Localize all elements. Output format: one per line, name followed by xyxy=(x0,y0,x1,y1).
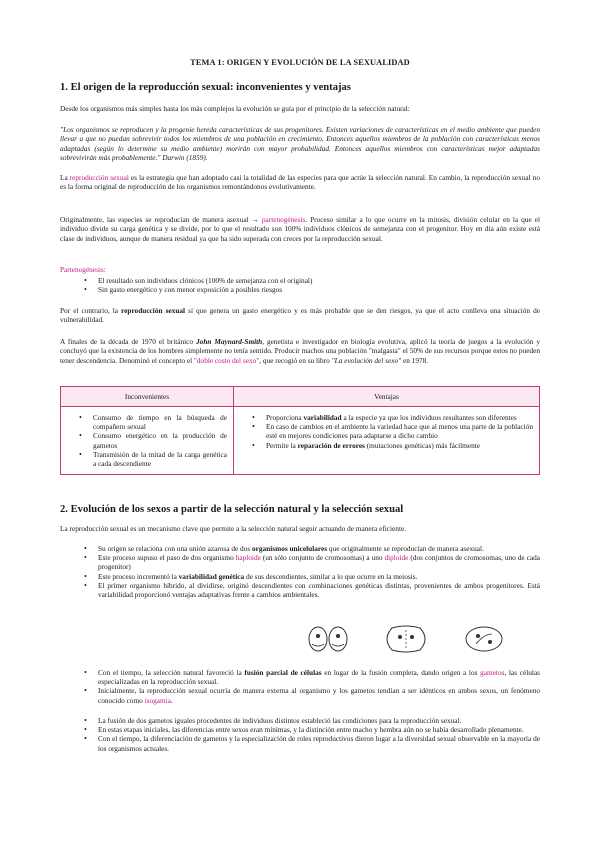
text: Este proceso incrementó la xyxy=(98,571,179,581)
list-item xyxy=(60,668,540,686)
term-variabilidad-genetica: variabilidad genética xyxy=(178,571,245,581)
ventajas-list xyxy=(234,413,533,450)
text: . Proceso similar a lo que ocurre en la mitosis, división celular en la que el individuo divide su carga genética y se divide, por lo que el resultado son 100% individuos clónicos de semejanza con el progenitor. Hoy en día aún existe está clase de individuos, aunque de manera residual ya que ha sido superada con creces por la reproducción sexual. xyxy=(60,215,540,243)
term-haploide: haploide xyxy=(235,553,261,563)
list-item: • El primer organismo híbrido, al dividirse, originó descendientes con combinaciones genéticas distintas, provenientes de ambos progenitores. Está variabilidad proporcionó ventajas adaptativas frente a cambios ambientales. xyxy=(60,581,540,599)
list-item xyxy=(234,413,533,422)
inconvenientes-cell xyxy=(61,407,234,475)
section-2-intro: La reproducción sexual es un mecanismo clave que permite a la selección natural seguir actuando de manera eficiente. xyxy=(60,524,407,533)
section-2-list-b xyxy=(60,668,540,705)
section-1-heading: 1. El origen de la reproducción sexual: inconvenientes y ventajas xyxy=(60,82,351,93)
paragraph-riesgos xyxy=(60,306,540,325)
term-gametos: gametos xyxy=(480,668,505,677)
text: Su origen se relaciona con una unión azarosa de dos xyxy=(98,544,252,553)
term-isogamia: isogamia xyxy=(144,695,171,705)
cell-figures xyxy=(300,624,512,654)
pros-cons-table xyxy=(60,386,540,475)
text: a la especie ya que los individuos resultantes son diferentes xyxy=(341,413,517,422)
section-2-list-a xyxy=(60,544,540,599)
term-reproduccion-sexual-bold: reproducción sexual xyxy=(121,306,186,315)
text: sí que genera un gasto energético y es más probable que se den riesgos, ya que el acto conlleva una situación de vulnerabilidad. xyxy=(60,306,540,325)
text: (mutaciones genéticas) más fácilmente xyxy=(364,440,480,450)
list-item xyxy=(60,572,540,581)
darwin-quote: "Los organismos se reproducen y la progenie hereda características de sus progenitores. Existen variaciones de características en el medio ambiente que pueden llevar a que no puedan sobrevivir todos los miembros de una población en crecimiento. Entonces aquellos miembros de la población con características menos adaptadas (según lo determine su medio ambiente) morirán con mayor probabilidad. Entonces aquellos miembros con características mejor adaptadas sobrevivirán más probablemente." Darwin (1859). xyxy=(60,125,540,163)
section-2-heading: 2. Evolución de los sexos a partir de la selección natural y la selección sexual xyxy=(60,504,404,515)
inconvenientes-list xyxy=(61,413,227,468)
list-item xyxy=(234,441,533,450)
text: , genetista e investigador en biología evolutiva, aplicó la teoría de juegos a la evolución y concluyó que la existencia de los hombres simplemente no tenía sentido. Producir machos una población "malgasta" el 50% de sus recursos porque estos no pueden tener descendencia. Denominó el concepto el xyxy=(60,337,540,365)
section-2-list-c xyxy=(60,716,540,753)
text: Con el tiempo, la selección natural favoreció la xyxy=(98,668,245,677)
list-item: • Con el tiempo, la diferenciación de gametos y la especialización de roles reproductivos dieron lugar a la diversidad sexual observable en la mayoría de los organismos actuales. xyxy=(60,734,540,752)
text: Este proceso supuso el paso de dos organismo xyxy=(98,553,236,563)
section-1-intro: Desde los organismos más simples hasta los más complejos la evolución se guía por el principio de la selección natural: xyxy=(60,104,410,113)
list-item: • Consumo de tiempo en la búsqueda de compañero sexual xyxy=(61,413,227,431)
text: de sus descendientes, similar a lo que ocurre en la meiosis. xyxy=(244,571,418,581)
name-maynard-smith: John Maynard-Smith xyxy=(196,337,263,346)
paragraph-maynard-smith xyxy=(60,337,540,365)
paragraph-reproduccion-sexual xyxy=(60,173,540,192)
cell-diagram-icon xyxy=(300,624,356,654)
ventajas-cell xyxy=(234,407,540,475)
text: La xyxy=(60,173,70,182)
list-item xyxy=(60,544,540,553)
list-item: • En caso de cambios en el ambiente la variedad hace que al menos una parte de la población esté en mejores condiciones para adaptarse a dicho cambio xyxy=(234,422,533,440)
term-partenogenesis: partenogénesis xyxy=(261,215,306,224)
book-title: "La evolución del sexo" xyxy=(331,355,402,365)
dividing-cell-icon xyxy=(456,624,512,654)
term-fusion-parcial: fusión parcial de células xyxy=(244,668,322,677)
text: es la estrategia que han adoptado casi la totalidad de las especies para que actúe la selección natural. En cambio, la reproducción sexual no es la forma original de reproducción de los organismos remontándonos evolutivamente. xyxy=(60,173,540,192)
term-reparacion: reparación de errores xyxy=(297,440,365,450)
text: , las células especializadas en la reproducción sexual. xyxy=(98,668,540,687)
text: (dos conjuntos de cromosomas, uno de cada progenitor) xyxy=(98,553,540,572)
partenogenesis-heading: Partenogénesis: xyxy=(60,265,106,274)
partenogenesis-list xyxy=(60,276,540,294)
term-variabilidad: variabilidad xyxy=(303,413,342,422)
list-item: • La fusión de dos gametos iguales procedentes de individuos distintos estableció las condiciones para la reproducción sexual. xyxy=(60,716,540,725)
term-unicelulares: organismos unicelulares xyxy=(252,544,328,553)
table-header-inconvenientes: Inconvenientes xyxy=(61,387,234,407)
list-item: • Transmisión de la mitad de la carga genética a cada descendiente xyxy=(61,450,227,468)
text: Por el contrario, la xyxy=(60,306,122,315)
text: . xyxy=(170,695,173,705)
text: Proporciona xyxy=(266,413,304,422)
term-reproduccion-sexual: reproducción sexual xyxy=(69,173,129,182)
list-item: • Consumo energético en la producción de gametos xyxy=(61,431,227,449)
text: A finales de la década de 1970 el británico xyxy=(60,337,197,346)
list-item xyxy=(60,686,540,704)
text: que originalmente se reproducían de manera asexual. xyxy=(327,544,484,553)
text: , que recogió en su libro xyxy=(259,355,332,365)
list-item: • El resultado son individuos clónicos (100% de semejanza con el original) xyxy=(60,276,540,285)
term-doble-costo: "doble costo del sexo" xyxy=(193,355,260,365)
term-diploide: diploide xyxy=(384,553,409,563)
text: en 1978. xyxy=(401,355,429,365)
text: Inicialmente, la reproducción sexual ocurría de manera externa al organismo y los gametos tendían a ser idénticos en ambos sexos, un fenómeno conocido como xyxy=(98,686,540,705)
list-item xyxy=(60,553,540,571)
text: en lugar de la fusión completa, dando origen a los xyxy=(321,668,481,677)
paragraph-asexual xyxy=(60,215,540,243)
list-item: • Sin gasto energético y con menor exposición a posibles riesgos xyxy=(60,285,540,294)
table-header-ventajas: Ventajas xyxy=(234,387,540,407)
text: (un sólo conjunto de cromosomas) a uno xyxy=(260,553,385,563)
document-title: TEMA 1: ORIGEN Y EVOLUCIÓN DE LA SEXUALIDAD xyxy=(190,58,410,67)
text: Originalmente, las especies se reproducían de manera asexual → xyxy=(60,215,262,224)
text: Permite la xyxy=(266,440,298,450)
list-item: • En estas etapas iniciales, las diferencias entre sexos eran mínimas, y la distinción entre macho y hembra aún no se había desarrollado plenamente. xyxy=(60,725,540,734)
cell-fusion-icon xyxy=(378,624,434,654)
